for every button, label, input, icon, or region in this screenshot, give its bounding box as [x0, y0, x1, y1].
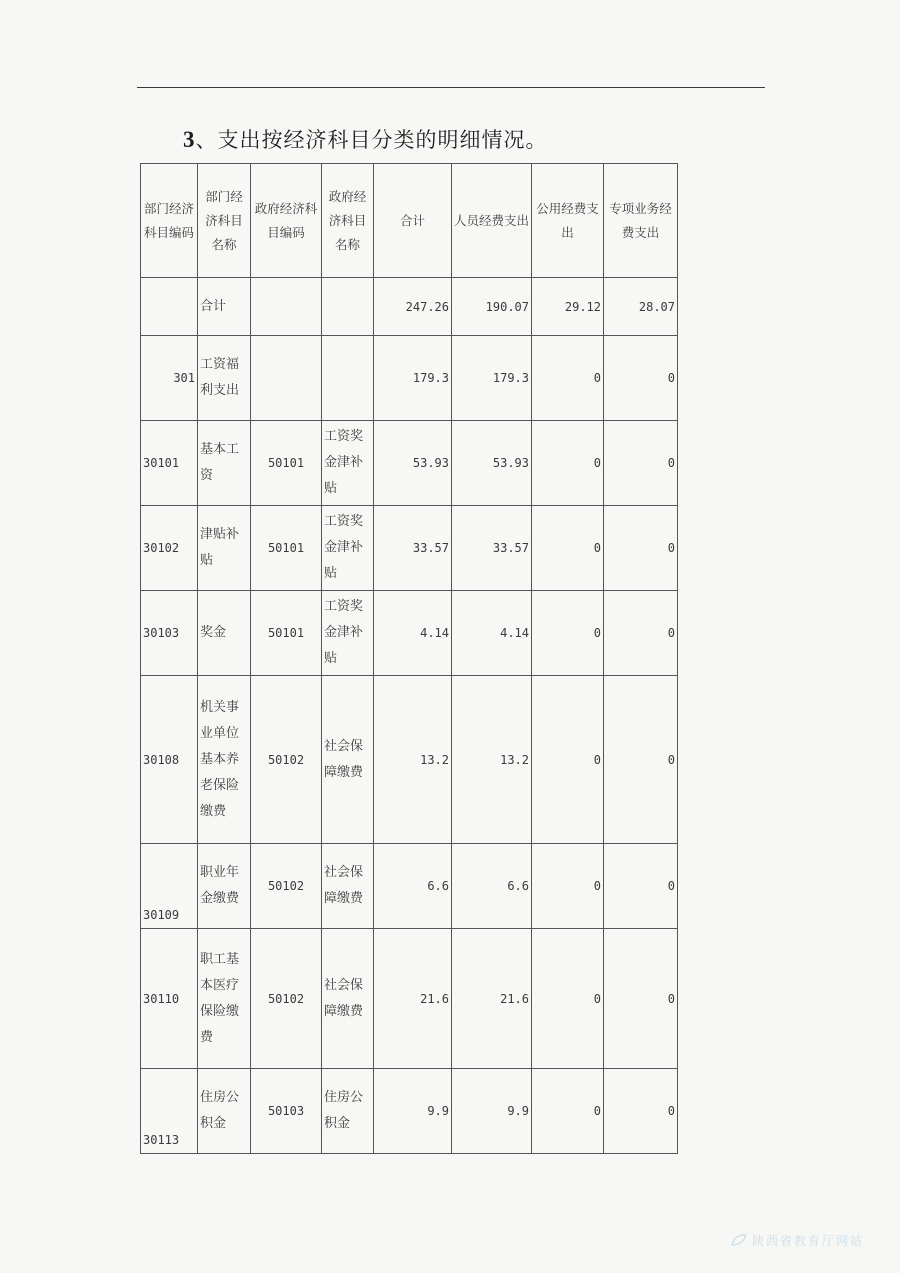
public-value: 0 — [532, 336, 604, 421]
table-header-row — [141, 164, 678, 278]
special-value: 0 — [604, 421, 678, 506]
public-value: 0 — [532, 844, 604, 929]
gov-name: 工资奖金津补贴 — [322, 421, 374, 506]
section-title: 、支出按经济科目分类的明细情况。 — [195, 128, 548, 152]
gov-name: 工资奖金津补贴 — [322, 591, 374, 676]
gov-code: 50103 — [251, 1069, 322, 1154]
table-row — [141, 278, 678, 336]
dept-code: 30102 — [141, 506, 198, 591]
section-number: 3 — [183, 127, 196, 152]
personnel-value: 9.9 — [452, 1069, 532, 1154]
public-value: 0 — [532, 1069, 604, 1154]
gov-name: 社会保障缴费 — [322, 929, 374, 1069]
dept-code: 30110 — [141, 929, 198, 1069]
watermark-text: 陕西省教育厅网站 — [752, 1234, 865, 1248]
gov-name: 社会保障缴费 — [322, 676, 374, 844]
expenditure-table — [140, 163, 678, 1154]
personnel-value: 190.07 — [452, 278, 532, 336]
personnel-value: 4.14 — [452, 591, 532, 676]
table-row — [141, 506, 678, 591]
dept-name: 工资福利支出 — [198, 336, 251, 421]
personnel-value: 179.3 — [452, 336, 532, 421]
gov-code: 50101 — [251, 421, 322, 506]
table-row — [141, 676, 678, 844]
personnel-value: 6.6 — [452, 844, 532, 929]
section-heading — [183, 124, 548, 154]
header-rule — [137, 87, 765, 88]
total-value: 33.57 — [374, 506, 452, 591]
total-value: 4.14 — [374, 591, 452, 676]
gov-name: 社会保障缴费 — [322, 844, 374, 929]
total-value: 9.9 — [374, 1069, 452, 1154]
header-personnel: 人员经费支出 — [452, 164, 532, 278]
total-value: 53.93 — [374, 421, 452, 506]
public-value: 0 — [532, 929, 604, 1069]
gov-name: 住房公积金 — [322, 1069, 374, 1154]
special-value: 28.07 — [604, 278, 678, 336]
public-value: 0 — [532, 506, 604, 591]
watermark-leaf-icon — [730, 1233, 748, 1247]
gov-name: 工资奖金津补贴 — [322, 506, 374, 591]
dept-name: 津贴补贴 — [198, 506, 251, 591]
dept-code — [141, 278, 198, 336]
total-value: 21.6 — [374, 929, 452, 1069]
personnel-value: 13.2 — [452, 676, 532, 844]
total-value: 13.2 — [374, 676, 452, 844]
special-value: 0 — [604, 336, 678, 421]
special-value: 0 — [604, 506, 678, 591]
gov-code: 50102 — [251, 929, 322, 1069]
gov-name — [322, 278, 374, 336]
personnel-value: 21.6 — [452, 929, 532, 1069]
special-value: 0 — [604, 1069, 678, 1154]
public-value: 0 — [532, 421, 604, 506]
special-value: 0 — [604, 929, 678, 1069]
gov-code: 50101 — [251, 591, 322, 676]
dept-name: 职工基本医疗保险缴费 — [198, 929, 251, 1069]
dept-name: 机关事业单位基本养老保险缴费 — [198, 676, 251, 844]
header-total: 合计 — [374, 164, 452, 278]
gov-code — [251, 278, 322, 336]
table-row — [141, 421, 678, 506]
dept-name: 奖金 — [198, 591, 251, 676]
dept-code: 30108 — [141, 676, 198, 844]
header-gov-name: 政府经济科目名称 — [322, 164, 374, 278]
table-row — [141, 929, 678, 1069]
header-gov-code: 政府经济科目编码 — [251, 164, 322, 278]
total-value: 247.26 — [374, 278, 452, 336]
dept-code: 30103 — [141, 591, 198, 676]
dept-code: 30101 — [141, 421, 198, 506]
dept-name: 基本工资 — [198, 421, 251, 506]
header-public: 公用经费支出 — [532, 164, 604, 278]
table-row — [141, 1069, 678, 1154]
dept-code: 301 — [141, 336, 198, 421]
total-value: 179.3 — [374, 336, 452, 421]
special-value: 0 — [604, 844, 678, 929]
dept-name: 合计 — [198, 278, 251, 336]
public-value: 0 — [532, 591, 604, 676]
dept-code: 30109 — [141, 844, 198, 929]
personnel-value: 53.93 — [452, 421, 532, 506]
gov-code: 50102 — [251, 844, 322, 929]
gov-code — [251, 336, 322, 421]
dept-code: 30113 — [141, 1069, 198, 1154]
personnel-value: 33.57 — [452, 506, 532, 591]
public-value: 29.12 — [532, 278, 604, 336]
special-value: 0 — [604, 676, 678, 844]
header-dept-code: 部门经济科目编码 — [141, 164, 198, 278]
public-value: 0 — [532, 676, 604, 844]
gov-code: 50102 — [251, 676, 322, 844]
dept-name: 职业年金缴费 — [198, 844, 251, 929]
table-row — [141, 336, 678, 421]
gov-code: 50101 — [251, 506, 322, 591]
special-value: 0 — [604, 591, 678, 676]
table-row — [141, 844, 678, 929]
table-row — [141, 591, 678, 676]
header-special: 专项业务经费支出 — [604, 164, 678, 278]
dept-name: 住房公积金 — [198, 1069, 251, 1154]
header-dept-name: 部门经济科目名称 — [198, 164, 251, 278]
gov-name — [322, 336, 374, 421]
total-value: 6.6 — [374, 844, 452, 929]
